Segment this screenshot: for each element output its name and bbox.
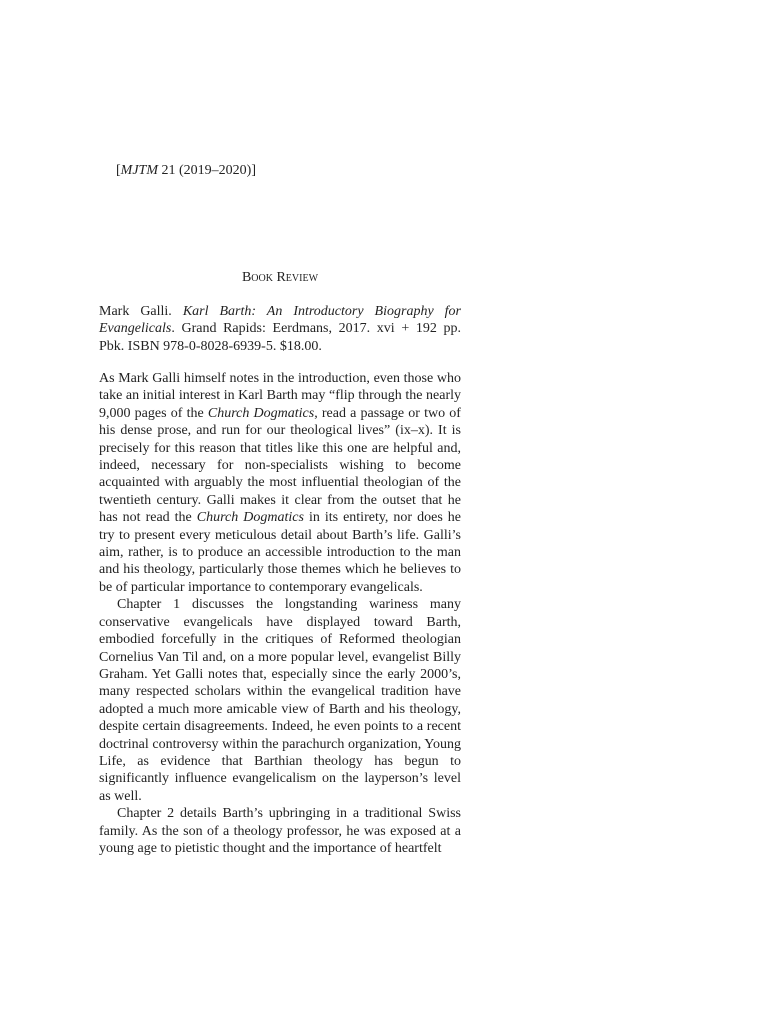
review-body <box>99 370 461 857</box>
citation-author: Mark Galli. <box>99 304 183 319</box>
journal-citation-header <box>116 162 256 180</box>
section-title: Book Review <box>241 270 319 285</box>
journal-volume-year: 21 (2019–2020)] <box>158 163 256 178</box>
citation-publication-details: . Grand Rapids: Eerdmans, 2017. xvi + 192 pp. Pbk. ISBN 978-0-8028-6939-5. $18.00. <box>99 321 461 354</box>
bracket-open: [ <box>116 163 121 178</box>
paragraph-3: Chapter 2 details Barth’s upbringing in a traditional Swiss family. As the son of a theology professor, he was exposed at a young age to pietistic thought and the importance of heartfelt <box>99 806 461 856</box>
paragraph-1: As Mark Galli himself notes in the introduction, even those who take an initial interest in Karl Barth may “flip through the nearly 9,000 pages of the Church Dogmatics, read a passage or two of his dense prose, and run for our theological lives” (ix–x). It is precisely for this reason that titles like this one are helpful and, indeed, necessary for non-specialists wishing to become acquainted with arguably the most influential theologian of the twentieth century. Galli makes it clear from the outset that he has not read the Church Dogmatics in its entirety, nor does he try to present every meticulous detail about Barth’s life. Galli’s aim, rather, is to produce an accessible introduction to the man and his theology, particularly those themes which he believes to be of particular importance to contemporary evangelicals. <box>99 371 461 595</box>
citation-book-title: Karl Barth: An Introductory Biography for Evangelicals <box>99 304 461 337</box>
book-citation <box>99 303 461 355</box>
paragraph-2: Chapter 1 discusses the longstanding wariness many conservative evangelicals have displayed toward Barth, embodied forcefully in the critiques of Reformed theologian Cornelius Van Til and, on a more popular level, evangelist Billy Graham. Yet Galli notes that, especially since the early 2000’s, many respected scholars within the evangelical tradition have adopted a much more amicable view of Barth and his theology, despite certain disagreements. Indeed, he even points to a recent doctrinal controversy within the parachurch organization, Young Life, as evidence that Barthian theology has begun to significantly influence evangelicalism on the layperson’s level as well. <box>99 597 461 804</box>
journal-abbreviation: MJTM <box>120 163 158 178</box>
